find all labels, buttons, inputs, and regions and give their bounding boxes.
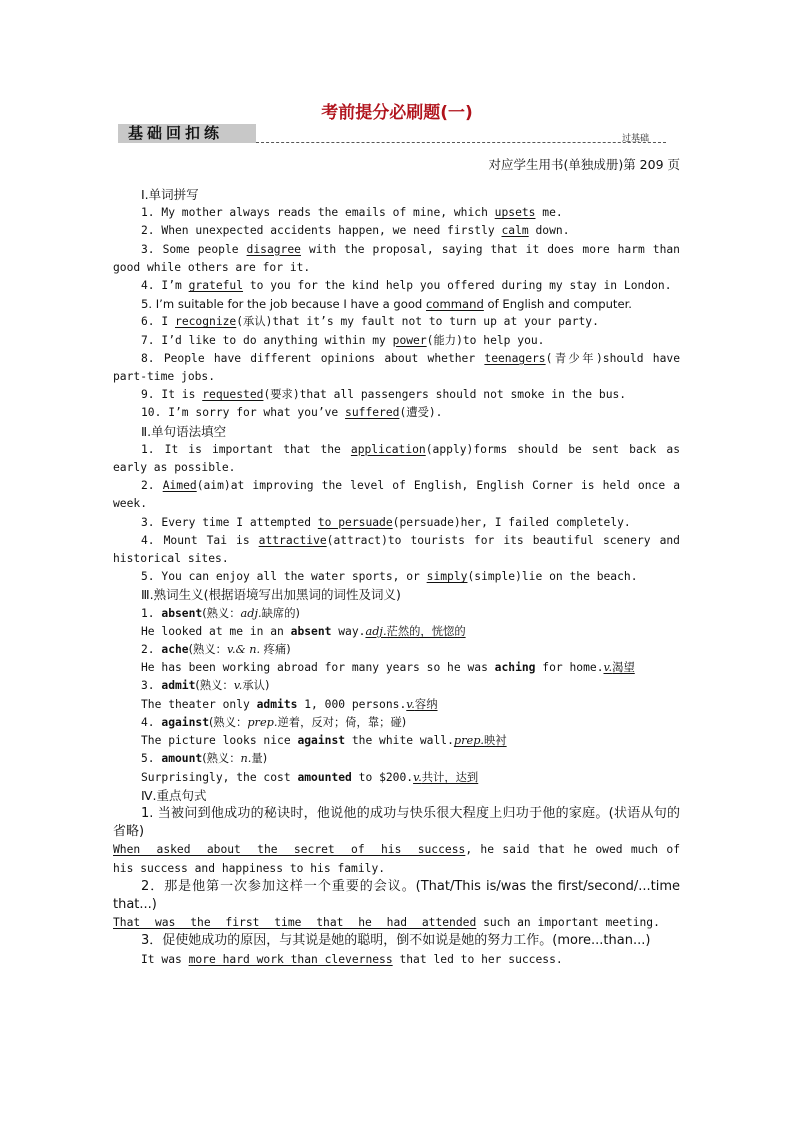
list-item: 6. I recognize(承认)that it’s my fault not to turn up at your party. bbox=[141, 315, 599, 329]
list-item: 4. Mount Tai is attractive(attract)to tourists for its beautiful scenery and historical sites. bbox=[113, 533, 680, 566]
section-2-list bbox=[113, 441, 680, 587]
list-item: 1. It is important that the application(apply)forms should be sent back as early as possible. bbox=[113, 442, 681, 475]
answer: teenagers bbox=[484, 351, 546, 365]
list-item: 1. My mother always reads the emails of mine, which upsets me. bbox=[141, 206, 563, 220]
section-heading-2: Ⅱ.单句语法填空 bbox=[141, 423, 227, 439]
list-item: 2. Aimed(aim)at improving the level of English, English Corner is held once a week. bbox=[113, 479, 681, 511]
translation-prompt: 2．那是他第一次参加这样一个重要的会议。(That/This is/was the first/second/...time that...) bbox=[113, 878, 680, 912]
section-4-list bbox=[113, 805, 680, 969]
answer: prep.映衬 bbox=[453, 734, 507, 748]
bold-word: admit bbox=[161, 679, 196, 693]
bold-word: amount bbox=[161, 752, 203, 766]
list-item: 3. Every time I attempted to persuade(persuade)her, I failed completely. bbox=[141, 515, 631, 529]
answer: more hard work than cleverness bbox=[188, 952, 393, 966]
answer: Aimed bbox=[162, 479, 197, 493]
translation-prompt: 3．促使她成功的原因，与其说是她的聪明，倒不如说是她的努力工作。(more...than...) bbox=[141, 933, 651, 949]
answer: power bbox=[392, 333, 427, 347]
answer: That was the first time that he had attended bbox=[113, 916, 477, 930]
word-entry: 5. amount(熟义：n.量) bbox=[141, 752, 268, 766]
answer: recognize bbox=[175, 315, 237, 329]
list-item: 7. I’d like to do anything within my power(能力)to help you. bbox=[141, 333, 545, 347]
section-1-list bbox=[113, 204, 680, 422]
word-entry: 2. ache(熟义：v.& n. 疼痛) bbox=[141, 643, 291, 657]
example-sentence: He has been working abroad for many years so he was aching for home.v.渴望 bbox=[141, 661, 635, 675]
example-sentence: He looked at me in an absent way.adj.茫然的，恍惚的 bbox=[141, 624, 466, 638]
list-item: 5. I’m suitable for the job because I have a good command of English and computer. bbox=[141, 297, 632, 312]
answer: suffered bbox=[345, 406, 400, 420]
answer: upsets bbox=[494, 206, 536, 220]
answer: v.共计，达到 bbox=[413, 770, 479, 784]
section-3-list bbox=[113, 605, 680, 787]
list-item: 5. You can enjoy all the water sports, or simply(simple)lie on the beach. bbox=[141, 570, 638, 584]
bold-word: against bbox=[161, 715, 210, 729]
answer: calm bbox=[501, 224, 529, 238]
answer: v.容纳 bbox=[406, 697, 438, 711]
word-entry: 1. absent(熟义：adj.缺席的) bbox=[141, 606, 300, 620]
list-item: 8. People have different opinions about whether teenagers(青少年)should have part-time jobs. bbox=[113, 351, 681, 384]
document-title: 考前提分必刷题(一) bbox=[321, 103, 473, 123]
answer: attractive bbox=[258, 533, 327, 547]
list-item: 4. I’m grateful to you for the kind help you offered during my stay in London. bbox=[141, 279, 672, 293]
answer: to persuade bbox=[317, 515, 393, 529]
answer: command bbox=[425, 297, 484, 312]
section-heading-1: Ⅰ.单词拼写 bbox=[141, 187, 199, 202]
word-entry: 4. against(熟义：prep.逆着，反对；倚，靠；碰) bbox=[141, 715, 407, 729]
section-heading-4: Ⅳ.重点句式 bbox=[141, 787, 207, 803]
answer: When asked about the secret of his success bbox=[113, 843, 466, 857]
translation-answer: That was the first time that he had attended such an important meeting. bbox=[113, 916, 660, 930]
exercise-content bbox=[113, 186, 680, 969]
example-sentence: Surprisingly, the cost amounted to $200.v.共计，达到 bbox=[141, 770, 479, 784]
answer: adj.茫然的，恍惚的 bbox=[365, 624, 466, 638]
list-item: 10. I’m sorry for what you’ve suffered(遭受). bbox=[141, 406, 443, 420]
list-item: 2. When unexpected accidents happen, we need firstly calm down. bbox=[141, 224, 570, 238]
banner-divider bbox=[256, 142, 666, 143]
section-banner: 基础回扣练 bbox=[118, 124, 256, 143]
answer: grateful bbox=[188, 279, 244, 293]
word-entry: 3. admit(熟义：v.承认) bbox=[141, 679, 270, 693]
translation-prompt: 1. 当被问到他成功的秘诀时，他说他的成功与快乐很大程度上归功于他的家庭。(状语从句的省略) bbox=[113, 805, 680, 840]
translation-answer: When asked about the secret of his success, he said that he owed much of his success and happiness to his family. bbox=[113, 843, 681, 875]
bold-word: ache bbox=[161, 643, 189, 657]
translation-answer: It was more hard work than cleverness that led to her success. bbox=[141, 952, 563, 966]
answer: v.渴望 bbox=[603, 661, 635, 675]
answer: simply bbox=[426, 570, 468, 584]
list-item: 3. Some people disagree with the proposal, saying that it does more harm than good while others are for it. bbox=[113, 242, 680, 274]
example-sentence: The picture looks nice against the white wall.prep.映衬 bbox=[141, 734, 507, 748]
banner-tag: 过基础 bbox=[622, 134, 650, 144]
answer: application bbox=[350, 442, 426, 456]
answer: disagree bbox=[246, 242, 301, 256]
answer: requested bbox=[202, 388, 264, 402]
section-heading-3: Ⅲ.熟词生义(根据语境写出加黑词的词性及词义) bbox=[141, 587, 401, 603]
example-sentence: The theater only admits 1, 000 persons.v.容纳 bbox=[141, 697, 438, 711]
bold-word: absent bbox=[161, 606, 203, 620]
page-reference: 对应学生用书(单独成册)第 209 页 bbox=[488, 157, 680, 172]
list-item: 9. It is requested(要求)that all passengers should not smoke in the bus. bbox=[141, 388, 627, 402]
